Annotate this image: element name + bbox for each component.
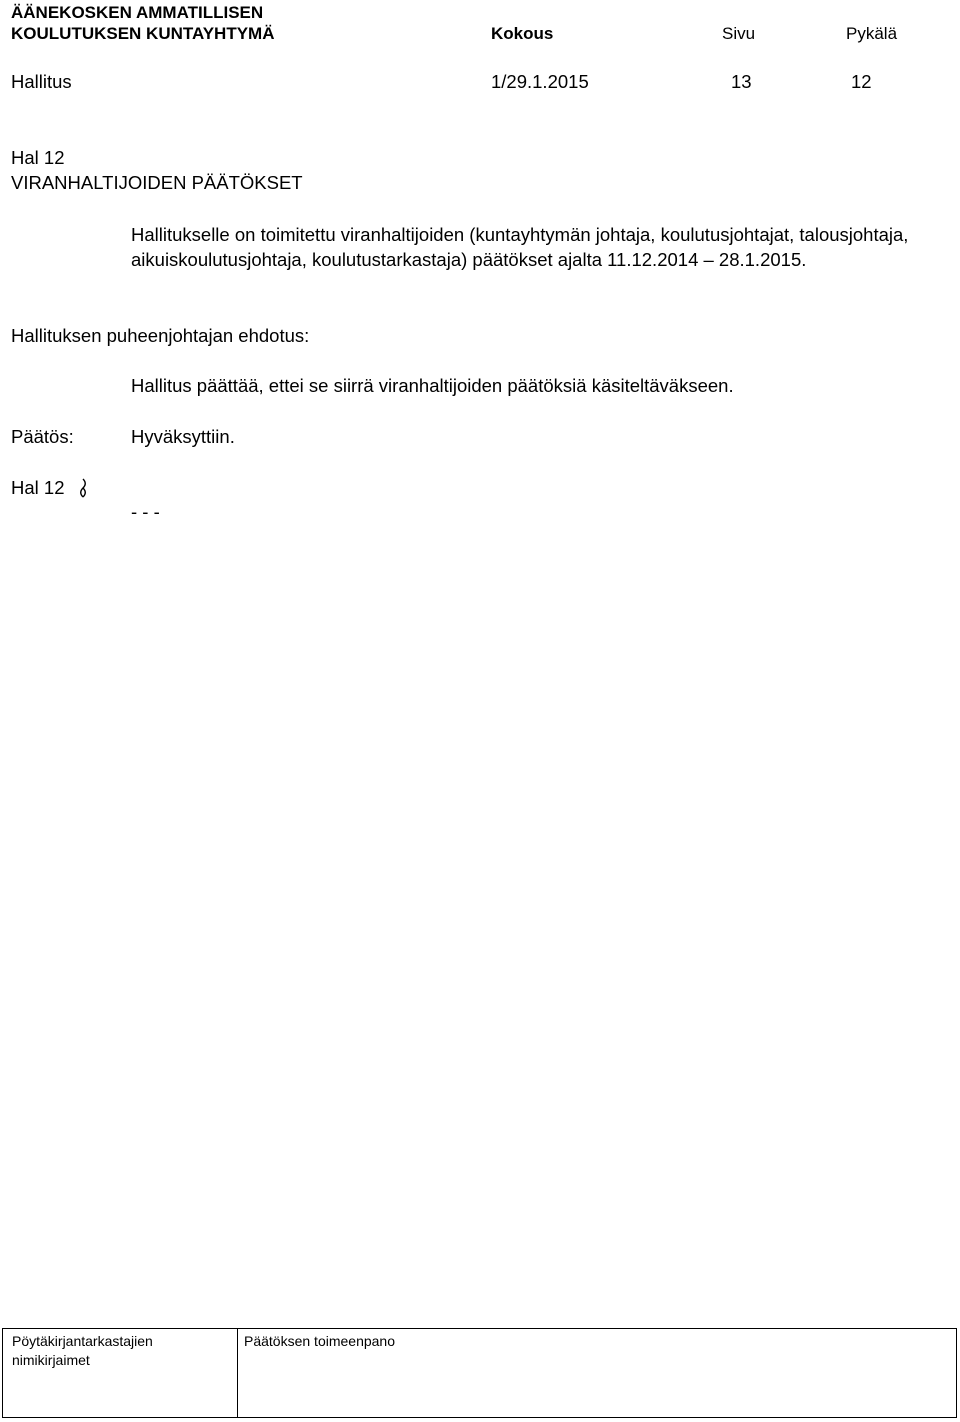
organization-name-line2: KOULUTUKSEN KUNTAYHTYMÄ — [11, 24, 275, 43]
signatures-label — [12, 1332, 153, 1370]
section-sign-icon — [78, 476, 94, 502]
body-name: Hallitus — [11, 71, 72, 92]
proposal-label: Hallituksen puheenjohtajan ehdotus: — [11, 325, 310, 346]
decision-label: Päätös: — [11, 426, 74, 447]
footer-box — [2, 1328, 957, 1418]
section-number: 12 — [851, 71, 872, 92]
item-code: Hal 12 — [11, 147, 65, 168]
proposal-text: Hallitus päättää, ettei se siirrä viranhaltijoiden päätöksiä käsiteltäväkseen. — [131, 375, 734, 396]
reference-code: Hal 12 — [11, 477, 65, 498]
item-description: Hallitukselle on toimitettu viranhaltijoiden (kuntayhtymän johtaja, koulutusjohtajat, talousjohtaja, aikuiskoulutusjohtaja, koulutustarkastaja) päätökset ajalta 11.12.2014 – 28.1.2015. — [131, 224, 909, 270]
signatures-label-line1: Pöytäkirjantarkastajien — [12, 1333, 153, 1349]
item-title: VIRANHALTIJOIDEN PÄÄTÖKSET — [11, 172, 303, 193]
meeting-value: 1/29.1.2015 — [491, 71, 589, 92]
signatures-label-line2: nimikirjaimet — [12, 1352, 90, 1368]
decision-text: Hyväksyttiin. — [131, 426, 235, 447]
page-number: 13 — [731, 71, 752, 92]
page-column-label: Sivu — [722, 24, 756, 43]
execution-label: Päätöksen toimeenpano — [244, 1333, 395, 1349]
organization-name-line1: ÄÄNEKOSKEN AMMATILLISEN — [11, 3, 264, 22]
separator: - - - — [131, 501, 160, 522]
footer-divider — [237, 1329, 238, 1417]
section-column-label: Pykälä — [846, 24, 898, 43]
meeting-column-label: Kokous — [491, 24, 554, 43]
